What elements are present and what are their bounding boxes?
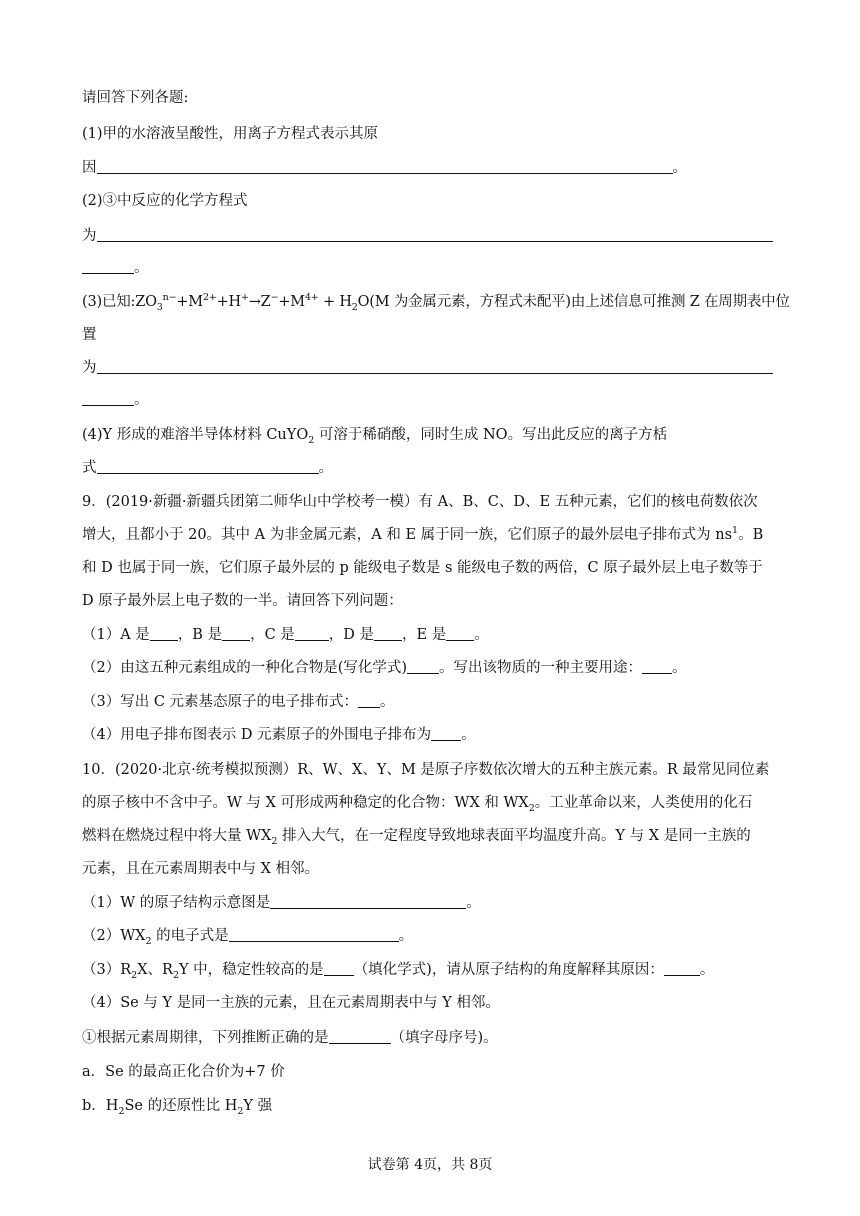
answer-blank[interactable] bbox=[329, 1028, 391, 1044]
answer-blank[interactable] bbox=[295, 625, 329, 641]
q10-option-a: a．Se 的最高正化合价为+7 价 bbox=[82, 1064, 285, 1080]
answer-blank[interactable] bbox=[97, 226, 773, 242]
q8-part4-answer-line: 式 。 bbox=[82, 460, 333, 476]
answer-blank[interactable] bbox=[82, 390, 134, 406]
q8-part3-answer-line: 为 bbox=[82, 358, 782, 378]
q10-sub4-item1: ①根据元素周期律，下列推断正确的是 （填字母序号)。 bbox=[82, 1030, 498, 1046]
answer-blank[interactable] bbox=[664, 960, 700, 976]
q10-sub4: （4）Se 与 Y 是同一主族的元素，且在元素周期表中与 Y 相邻。 bbox=[82, 995, 500, 1011]
q9-sub1: （1）A 是 ，B 是 ，C 是 ，D 是 ，E 是 。 bbox=[82, 627, 489, 643]
q9-sub3: （3）写出 C 元素基态原子的电子排布式： 。 bbox=[82, 694, 395, 710]
q8-part2-prompt: (2)③中反应的化学方程式 bbox=[82, 193, 248, 209]
q10-option-b: b．$H_2Se$ 的还原性比 $H_2Y$ 强 bbox=[82, 1098, 273, 1117]
answer-blank[interactable] bbox=[324, 960, 354, 976]
q10-stem-line1: 10．(2020·北京·统考模拟预测）R、W、X、Y、M 是原子序数依次增大的五种主族元素。R 最常见同位素 bbox=[82, 762, 770, 778]
q10-stem-line2: 的原子核中不含中子。W 与 X 可形成两种稳定的化合物：WX 和 $WX_2$。工业革命以来，人类使用的化石 bbox=[82, 795, 753, 814]
q9-stem-line2: 增大，且都小于 20。其中 A 为非金属元素，A 和 E 属于同一族，它们原子的最外层电子排布式为 $ns^1$。B bbox=[82, 525, 764, 543]
q9-stem-line1: 9．(2019·新疆·新疆兵团第二师华山中学校考一模）有 A、B、C、D、E 五种元素，它们的核电荷数依次 bbox=[82, 494, 758, 510]
answer-blank[interactable] bbox=[97, 458, 319, 474]
q8-part3-answer-line-cont: 。 bbox=[82, 390, 782, 410]
answer-blank[interactable] bbox=[374, 625, 402, 641]
q9-stem-line4: D 原子最外层上电子数的一半。请回答下列问题： bbox=[82, 593, 403, 609]
answer-blank[interactable] bbox=[358, 692, 380, 708]
q8-part2-answer-line: 为 bbox=[82, 226, 782, 246]
q8-part2-answer-line-cont: 。 bbox=[82, 258, 782, 278]
answer-blank[interactable] bbox=[642, 658, 672, 674]
q10-stem-line3: 燃料在燃烧过程中将大量 $WX_2$ 排入大气，在一定程度导致地球表面平均温度升高。Y 与 X 是同一主族的 bbox=[82, 828, 751, 847]
answer-blank[interactable] bbox=[407, 658, 439, 674]
answer-blank[interactable] bbox=[431, 725, 461, 741]
q9-stem-line3: 和 D 也属于同一族，它们原子最外层的 p 能级电子数是 s 能级电子数的两倍，C 原子最外层上电子数等于 bbox=[82, 560, 763, 576]
intro-text: 请回答下列各题: bbox=[82, 90, 189, 106]
q8-part4-prompt: (4)Y 形成的难溶半导体材料 CuYO$_2$ 可溶于稀硝酸，同时生成 NO。写出此反应的离子方栝 bbox=[82, 427, 668, 446]
answer-blank[interactable] bbox=[222, 625, 250, 641]
q10-sub2: $(2)WX_2$ 的电子式是 。 bbox=[82, 928, 414, 947]
answer-blank[interactable] bbox=[97, 158, 673, 174]
q10-stem-line4: 元素，且在元素周期表中与 X 相邻。 bbox=[82, 861, 320, 877]
answer-blank[interactable] bbox=[97, 358, 773, 374]
q8-part3-prompt: (3)已知$:ZO_3^{n-}+M^{2+}+H^+\to Z^-+M^{4+} + H_2O(M$ 为金属元素，方程式未配平)由上述信息可推测 Z 在周期表中位 bbox=[82, 292, 790, 313]
answer-blank[interactable] bbox=[229, 926, 399, 942]
q8-part3-prompt-cont: 置 bbox=[82, 327, 97, 343]
q8-part1-answer-line: 因 。 bbox=[82, 160, 687, 176]
answer-blank[interactable] bbox=[82, 258, 134, 274]
q10-sub3: $(3)R_2X$、$R_2Y$ 中，稳定性较高的是 （填化学式)，请从原子结构的角度解释其原因： 。 bbox=[82, 962, 715, 981]
q8-part1-prompt: (1)甲的水溶液呈酸性，用离子方程式表示其原 bbox=[82, 126, 379, 142]
q9-sub2: （2）由这五种元素组成的一种化合物是(写化学式) 。写出该物质的一种主要用途： 。 bbox=[82, 660, 687, 676]
q10-sub1: （1）W 的原子结构示意图是 。 bbox=[82, 895, 481, 911]
answer-blank[interactable] bbox=[270, 893, 466, 909]
q9-sub4: （4）用电子排布图表示 D 元素原子的外围电子排布为 。 bbox=[82, 727, 476, 743]
answer-blank[interactable] bbox=[446, 625, 474, 641]
answer-blank[interactable] bbox=[150, 625, 178, 641]
page-footer: 试卷第 4页，共 8页 bbox=[367, 1157, 493, 1173]
